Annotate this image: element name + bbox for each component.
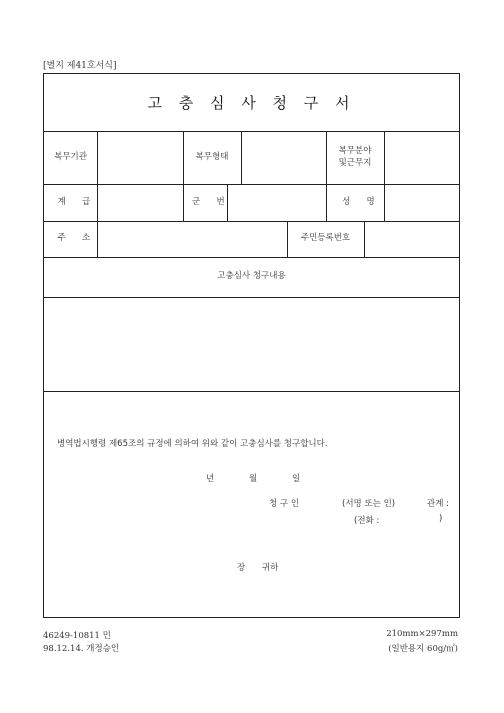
addressee-suffix: 귀하 bbox=[262, 563, 279, 573]
rank-field[interactable] bbox=[98, 184, 183, 221]
divider-claim-body bbox=[44, 391, 459, 392]
form-code: 46249-10811 민 bbox=[43, 631, 111, 641]
paper-size: 210mm×297mm bbox=[386, 629, 458, 639]
service-field-label-line2: 및근무지 bbox=[338, 157, 372, 168]
statement-text: 병역법시행령 제65조의 규정에 의하여 위와 같이 고충심사를 청구합니다. bbox=[57, 439, 328, 449]
approval-date: 98.12.14. 개정승인 bbox=[43, 644, 120, 654]
applicant-label: 청 구 인 bbox=[269, 499, 300, 509]
claim-content-field[interactable] bbox=[44, 298, 459, 391]
serial-number-field[interactable] bbox=[228, 184, 326, 221]
name-field[interactable] bbox=[385, 184, 459, 221]
date-month: 월 bbox=[249, 474, 258, 484]
service-field-field[interactable] bbox=[385, 131, 459, 184]
service-type-label: 복무형태 bbox=[195, 151, 229, 162]
address-field[interactable] bbox=[98, 221, 287, 257]
address-label: 주 소 bbox=[57, 233, 98, 244]
phone-close: ) bbox=[439, 514, 443, 524]
resident-number-label: 주민등록번호 bbox=[300, 233, 351, 244]
service-field-label-line1: 복무분야 bbox=[338, 146, 372, 157]
serial-number-label: 군 번 bbox=[192, 196, 232, 207]
name-label: 성 명 bbox=[342, 196, 382, 207]
resident-number-field[interactable] bbox=[365, 221, 459, 257]
signature-note: (서명 또는 인) bbox=[342, 499, 396, 509]
rank-label: 계 급 bbox=[57, 196, 98, 207]
complaint-form bbox=[43, 73, 460, 618]
service-agency-label: 복무기관 bbox=[54, 151, 87, 162]
form-title: 고 충 심 사 청 구 서 bbox=[147, 94, 356, 112]
claim-content-header: 고충심사 청구내용 bbox=[217, 271, 286, 282]
addressee-prefix: 장 bbox=[237, 563, 246, 573]
form-number-label: [별지 제41호서식] bbox=[43, 61, 117, 71]
date-day: 일 bbox=[292, 474, 301, 484]
date-year: 년 bbox=[206, 474, 215, 484]
phone-label: (전화 : bbox=[354, 516, 380, 526]
paper-weight: (일반용지 60g/㎡) bbox=[388, 644, 458, 654]
service-type-field[interactable] bbox=[242, 131, 326, 184]
service-field-label bbox=[326, 131, 384, 184]
relation-label: 관계 : bbox=[427, 499, 449, 509]
service-agency-field[interactable] bbox=[98, 131, 183, 184]
